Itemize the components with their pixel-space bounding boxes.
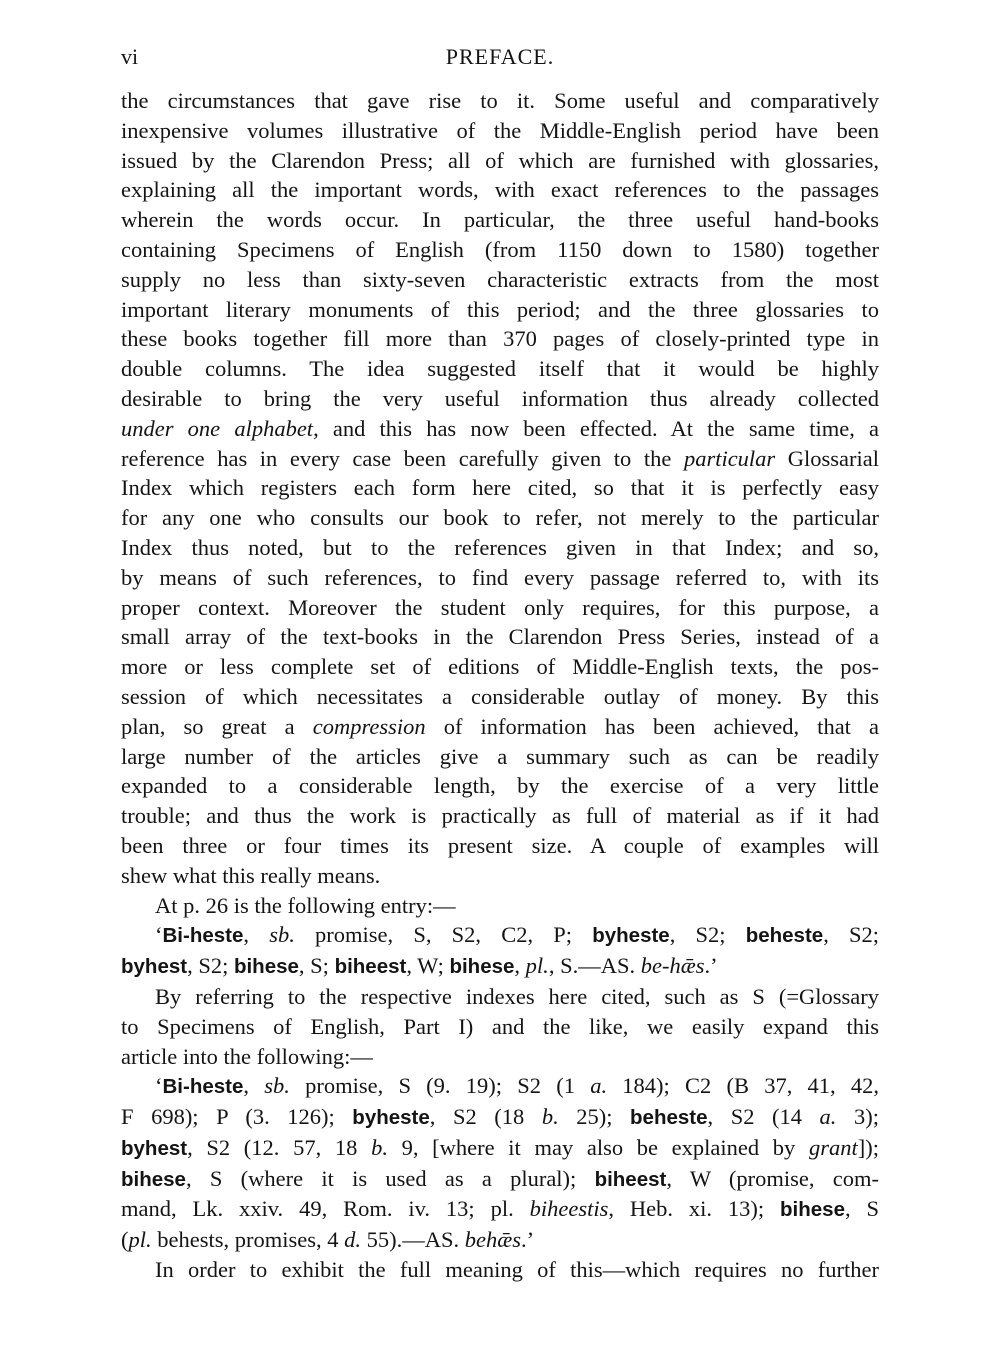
headword: beheste: [745, 924, 824, 948]
page-number: vi: [121, 44, 139, 69]
headword: Bi-heste: [162, 1075, 244, 1099]
italic-word: compression: [312, 713, 426, 739]
page-header: [121, 40, 879, 80]
italic-word: particular: [683, 445, 776, 471]
text-line: shew what this really means.: [121, 862, 381, 888]
text-line: Index which registers each form here cited, so that it is perfectly easy: [121, 475, 879, 501]
text-line: important literary monuments of this period; and the three glossaries to: [121, 296, 879, 322]
text-line: these books together fill more than 370 pages of closely-printed type in: [121, 326, 879, 352]
dictionary-entry-line: F 698); P (3. 126); byheste, S2 (18 b. 25); beheste, S2 (14 a. 3);: [121, 1104, 879, 1130]
text-line: article into the following:—: [121, 1043, 373, 1069]
dictionary-entry-line: bihese, S (where it is used as a plural); biheest, W (promise, com-: [121, 1165, 879, 1191]
text-line: inexpensive volumes illustrative of the Middle-English period have been: [121, 117, 879, 143]
text-line: for any one who consults our book to refer, not merely to the particular: [121, 505, 879, 531]
headword: byhest: [121, 955, 188, 979]
headword: byheste: [592, 924, 670, 948]
text-line: the circumstances that gave rise to it. Some useful and comparatively: [121, 88, 879, 113]
text-line: large number of the articles give a summary such as can be readily: [121, 743, 879, 769]
text-line: more or less complete set of editions of Middle-English texts, the pos-: [121, 654, 879, 680]
headword: byheste: [352, 1106, 430, 1130]
text-line: session of which necessitates a considerable outlay of money. By this: [121, 683, 879, 709]
text-line: Index thus noted, but to the references given in that Index; and so,: [121, 534, 879, 560]
text-line: by means of such references, to find every passage referred to, with its: [121, 564, 879, 590]
text-line: By referring to the respective indexes here cited, such as S (=Glossary: [155, 983, 879, 1009]
dictionary-entry-line: (pl. behests, promises, 4 d. 55).—AS. behǣs.’: [121, 1227, 535, 1253]
dictionary-entry-line: byhest, S2 (12. 57, 18 b. 9, [where it may also be explained by grant]);: [121, 1134, 879, 1160]
text-line: reference has in every case been carefully given to the particular Glossarial: [121, 445, 880, 471]
dictionary-entry-line: byhest, S2; bihese, S; biheest, W; bihese, pl., S.—AS. be-hǣs.’: [121, 953, 718, 979]
text-line: small array of the text-books in the Clarendon Press Series, instead of a: [121, 624, 879, 650]
headword: beheste: [630, 1106, 708, 1130]
body-text: [121, 86, 879, 1285]
text-line: under one alphabet, and this has now been effected. At the same time, a: [121, 415, 879, 441]
running-title: PREFACE.: [445, 44, 555, 69]
headword: bihese: [121, 1167, 186, 1191]
text-line: In order to exhibit the full meaning of this—which requires no further: [155, 1257, 879, 1283]
text-line: been three or four times its present size. A couple of examples will: [121, 832, 879, 858]
text-line: to Specimens of English, Part I) and the like, we easily expand this: [121, 1013, 879, 1039]
dictionary-entry-line: ‘Bi-heste, sb. promise, S (9. 19); S2 (1 a. 184); C2 (B 37, 41, 42,: [155, 1073, 880, 1099]
text-line: At p. 26 is the following entry:—: [155, 892, 456, 918]
headword: bihese: [449, 955, 515, 979]
text-line: plan, so great a compression of information has been achieved, that a: [121, 713, 880, 739]
italic-phrase: under one alphabet: [121, 415, 314, 441]
headword: biheest: [334, 955, 407, 979]
text-line: proper context. Moreover the student only requires, for this purpose, a: [121, 594, 879, 620]
text-line: supply no less than sixty-seven characteristic extracts from the most: [121, 266, 879, 292]
text-line: trouble; and thus the work is practically as full of material as if it had: [121, 803, 879, 829]
headword: Bi-heste: [162, 924, 244, 948]
headword: biheest: [594, 1167, 667, 1191]
headword: byhest: [121, 1136, 188, 1160]
dictionary-entry-line: ‘Bi-heste, sb. promise, S, S2, C2, P; byheste, S2; beheste, S2;: [155, 922, 880, 948]
text-line: issued by the Clarendon Press; all of which are furnished with glossaries,: [121, 147, 879, 173]
headword: bihese: [780, 1198, 845, 1222]
text-line: desirable to bring the very useful information thus already collected: [121, 385, 879, 411]
headword: bihese: [233, 955, 299, 979]
text-line: expanded to a considerable length, by the exercise of a very little: [121, 773, 879, 799]
text-line: containing Specimens of English (from 1150 down to 1580) together: [121, 236, 879, 262]
text-line: explaining all the important words, with exact references to the passages: [121, 177, 879, 203]
dictionary-entry-line: mand, Lk. xxiv. 49, Rom. iv. 13; pl. biheestis, Heb. xi. 13); bihese, S: [121, 1196, 880, 1222]
text-line: double columns. The idea suggested itself that it would be highly: [121, 356, 879, 382]
text-line: wherein the words occur. In particular, the three useful hand-books: [121, 207, 879, 233]
